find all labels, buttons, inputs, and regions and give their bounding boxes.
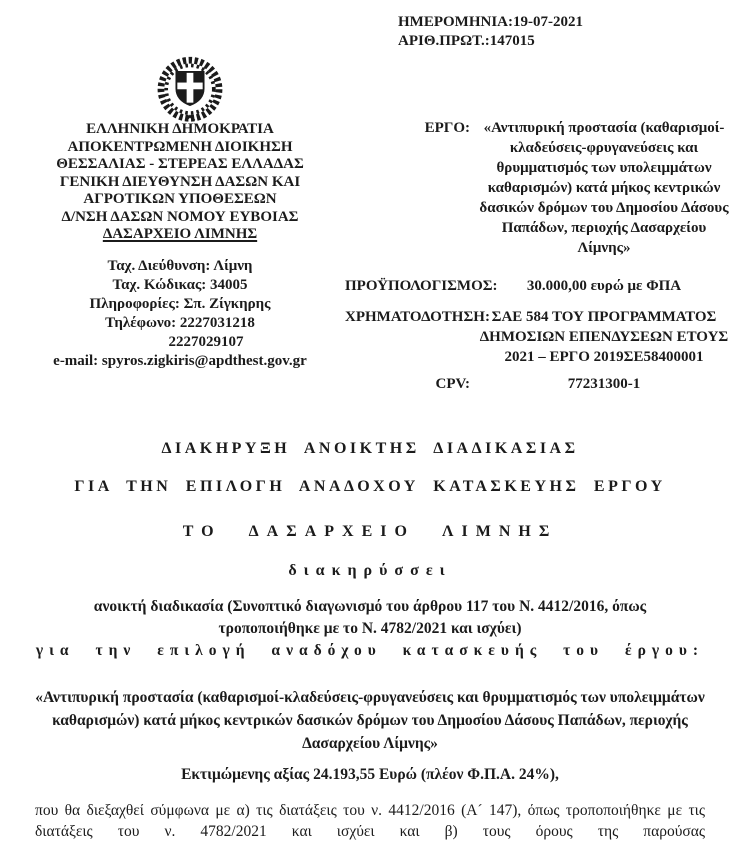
budget-value: 30.000,00 ευρώ με ΦΠΑ — [526, 278, 682, 294]
protocol-number-line: ΑΡΙΘ.ΠΡΩΤ.:147015 — [398, 33, 535, 49]
phone-line: Τηλέφωνο: 2227031218 — [105, 315, 255, 331]
contact-block — [15, 257, 345, 371]
department-title: ΔΑΣΑΡΧΕΙΟ ΛΙΜΝΗΣ — [102, 226, 258, 242]
issuing-agency-block — [15, 121, 345, 244]
project-title-value: «Αντιπυρική προστασία (καθαρισμοί-κλαδεύσεις-φρυγανεύσεις και θρυμματισμός των υπολειμμάτων καθαρισμών) κατά μήκος κεντρικών δασικών δρόμων του Δημοσίου Δάσους Παπάδων, περιοχής Δασαρχείου Λίμνης» — [479, 120, 729, 256]
project-row — [345, 118, 730, 258]
information-contact-line: Πληροφορίες: Σπ. Ζίγκηρης — [89, 296, 271, 312]
funding-label: ΧΡΗΜΑΤΟΔΟΤΗΣΗ: — [345, 309, 490, 325]
org-line: ΘΕΣΣΑΛΙΑΣ - ΣΤΕΡΕΑΣ ΕΛΛΑΔΑΣ — [56, 156, 304, 172]
closing-paragraph: που θα διεξαχθεί σύμφωνα με α) τις διατάξεις του ν. 4412/2016 (Α´ 147), όπως τροποποιήθηκε με τις διατάξεις του ν. 4782/2021 και ισχύει και β) τους όρους της παρούσας — [35, 802, 705, 840]
cpv-row — [345, 374, 730, 394]
org-line: ΑΓΡΟΤΙΚΩΝ ΥΠΟΘΕΣΕΩΝ — [83, 191, 277, 207]
estimated-value-line: Εκτιμώμενης αξίας 24.193,55 Ευρώ (πλέον Φ.Π.Α. 24%), — [181, 766, 559, 783]
selection-purpose-line: για την επιλογή αναδόχου κατασκευής του έργου: — [35, 642, 705, 659]
cpv-label: CPV: — [435, 376, 470, 392]
declares-verb: διακηρύσσει — [288, 562, 452, 579]
email-line: e-mail: spyros.zigkiris@apdthest.gov.gr — [53, 353, 307, 369]
issuing-authority-line: ΤΟ ΔΑΣΑΡΧΕΙΟ ΛΙΜΝΗΣ — [182, 523, 558, 540]
date-line: ΗΜΕΡΟΜΗΝΙΑ:19-07-2021 — [398, 14, 583, 30]
cpv-value: 77231300-1 — [567, 376, 641, 392]
org-line: ΕΛΛΗΝΙΚΗ ΔΗΜΟΚΡΑΤΙΑ — [86, 121, 274, 137]
phone-line-2: 2227029107 — [168, 334, 244, 350]
postal-code-line: Ταχ. Κώδικας: 34005 — [112, 277, 248, 293]
funding-row — [345, 307, 730, 367]
funding-value: ΣΑΕ 584 ΤΟΥ ΠΡΟΓΡΑΜΜΑΤΟΣ ΔΗΜΟΣΙΩΝ ΕΠΕΝΔΥΣΕΩΝ ΕΤΟΥΣ 2021 – ΕΡΓΟ 2019ΣΕ58400001 — [479, 309, 729, 365]
document-meta — [398, 13, 583, 51]
postal-address-line: Ταχ. Διεύθυνση: Λίμνη — [107, 258, 253, 274]
procedure-paragraph: ανοικτή διαδικασία (Συνοπτικό διαγωνισμό του άρθρου 117 του Ν. 4412/2016, όπως τροποποιήθηκε με το Ν. 4782/2021 και ισχύει) — [93, 598, 647, 637]
org-line: ΑΠΟΚΕΝΤΡΩΜΕΝΗ ΔΙΟΙΚΗΣΗ — [67, 138, 293, 155]
budget-row — [345, 276, 730, 296]
org-line: Δ/ΝΣΗ ΔΑΣΩΝ ΝΟΜΟΥ ΕΥΒΟΙΑΣ — [61, 208, 299, 225]
project-label: ΕΡΓΟ: — [424, 120, 470, 136]
budget-label: ΠΡΟΫΠΟΛΟΓΙΣΜΟΣ: — [345, 278, 498, 294]
org-line: ΓΕΝΙΚΗ ΔΙΕΥΘΥΝΣΗ ΔΑΣΩΝ ΚΑΙ — [59, 173, 301, 190]
project-title-centered: «Αντιπυρική προστασία (καθαρισμοί-κλαδεύσεις-φρυγανεύσεις και θρυμματισμός των υπολειμμάτων καθαρισμών) κατά μήκος κεντρικών δασικών δρόμων του Δημοσίου Δάσους Παπάδων, περιοχής Δασαρχείου Λίμνης» — [35, 689, 705, 752]
notice-title-line-2: ΓΙΑ ΤΗΝ ΕΠΙΛΟΓΗ ΑΝΑΔΟΧΟΥ ΚΑΤΑΣΚΕΥΗΣ ΕΡΓΟΥ — [74, 478, 666, 495]
notice-title-line-1: ΔΙΑΚΗΡΥΞΗ ΑΝΟΙΚΤΗΣ ΔΙΑΔΙΚΑΣΙΑΣ — [161, 440, 579, 457]
coat-of-arms-icon — [152, 55, 228, 125]
